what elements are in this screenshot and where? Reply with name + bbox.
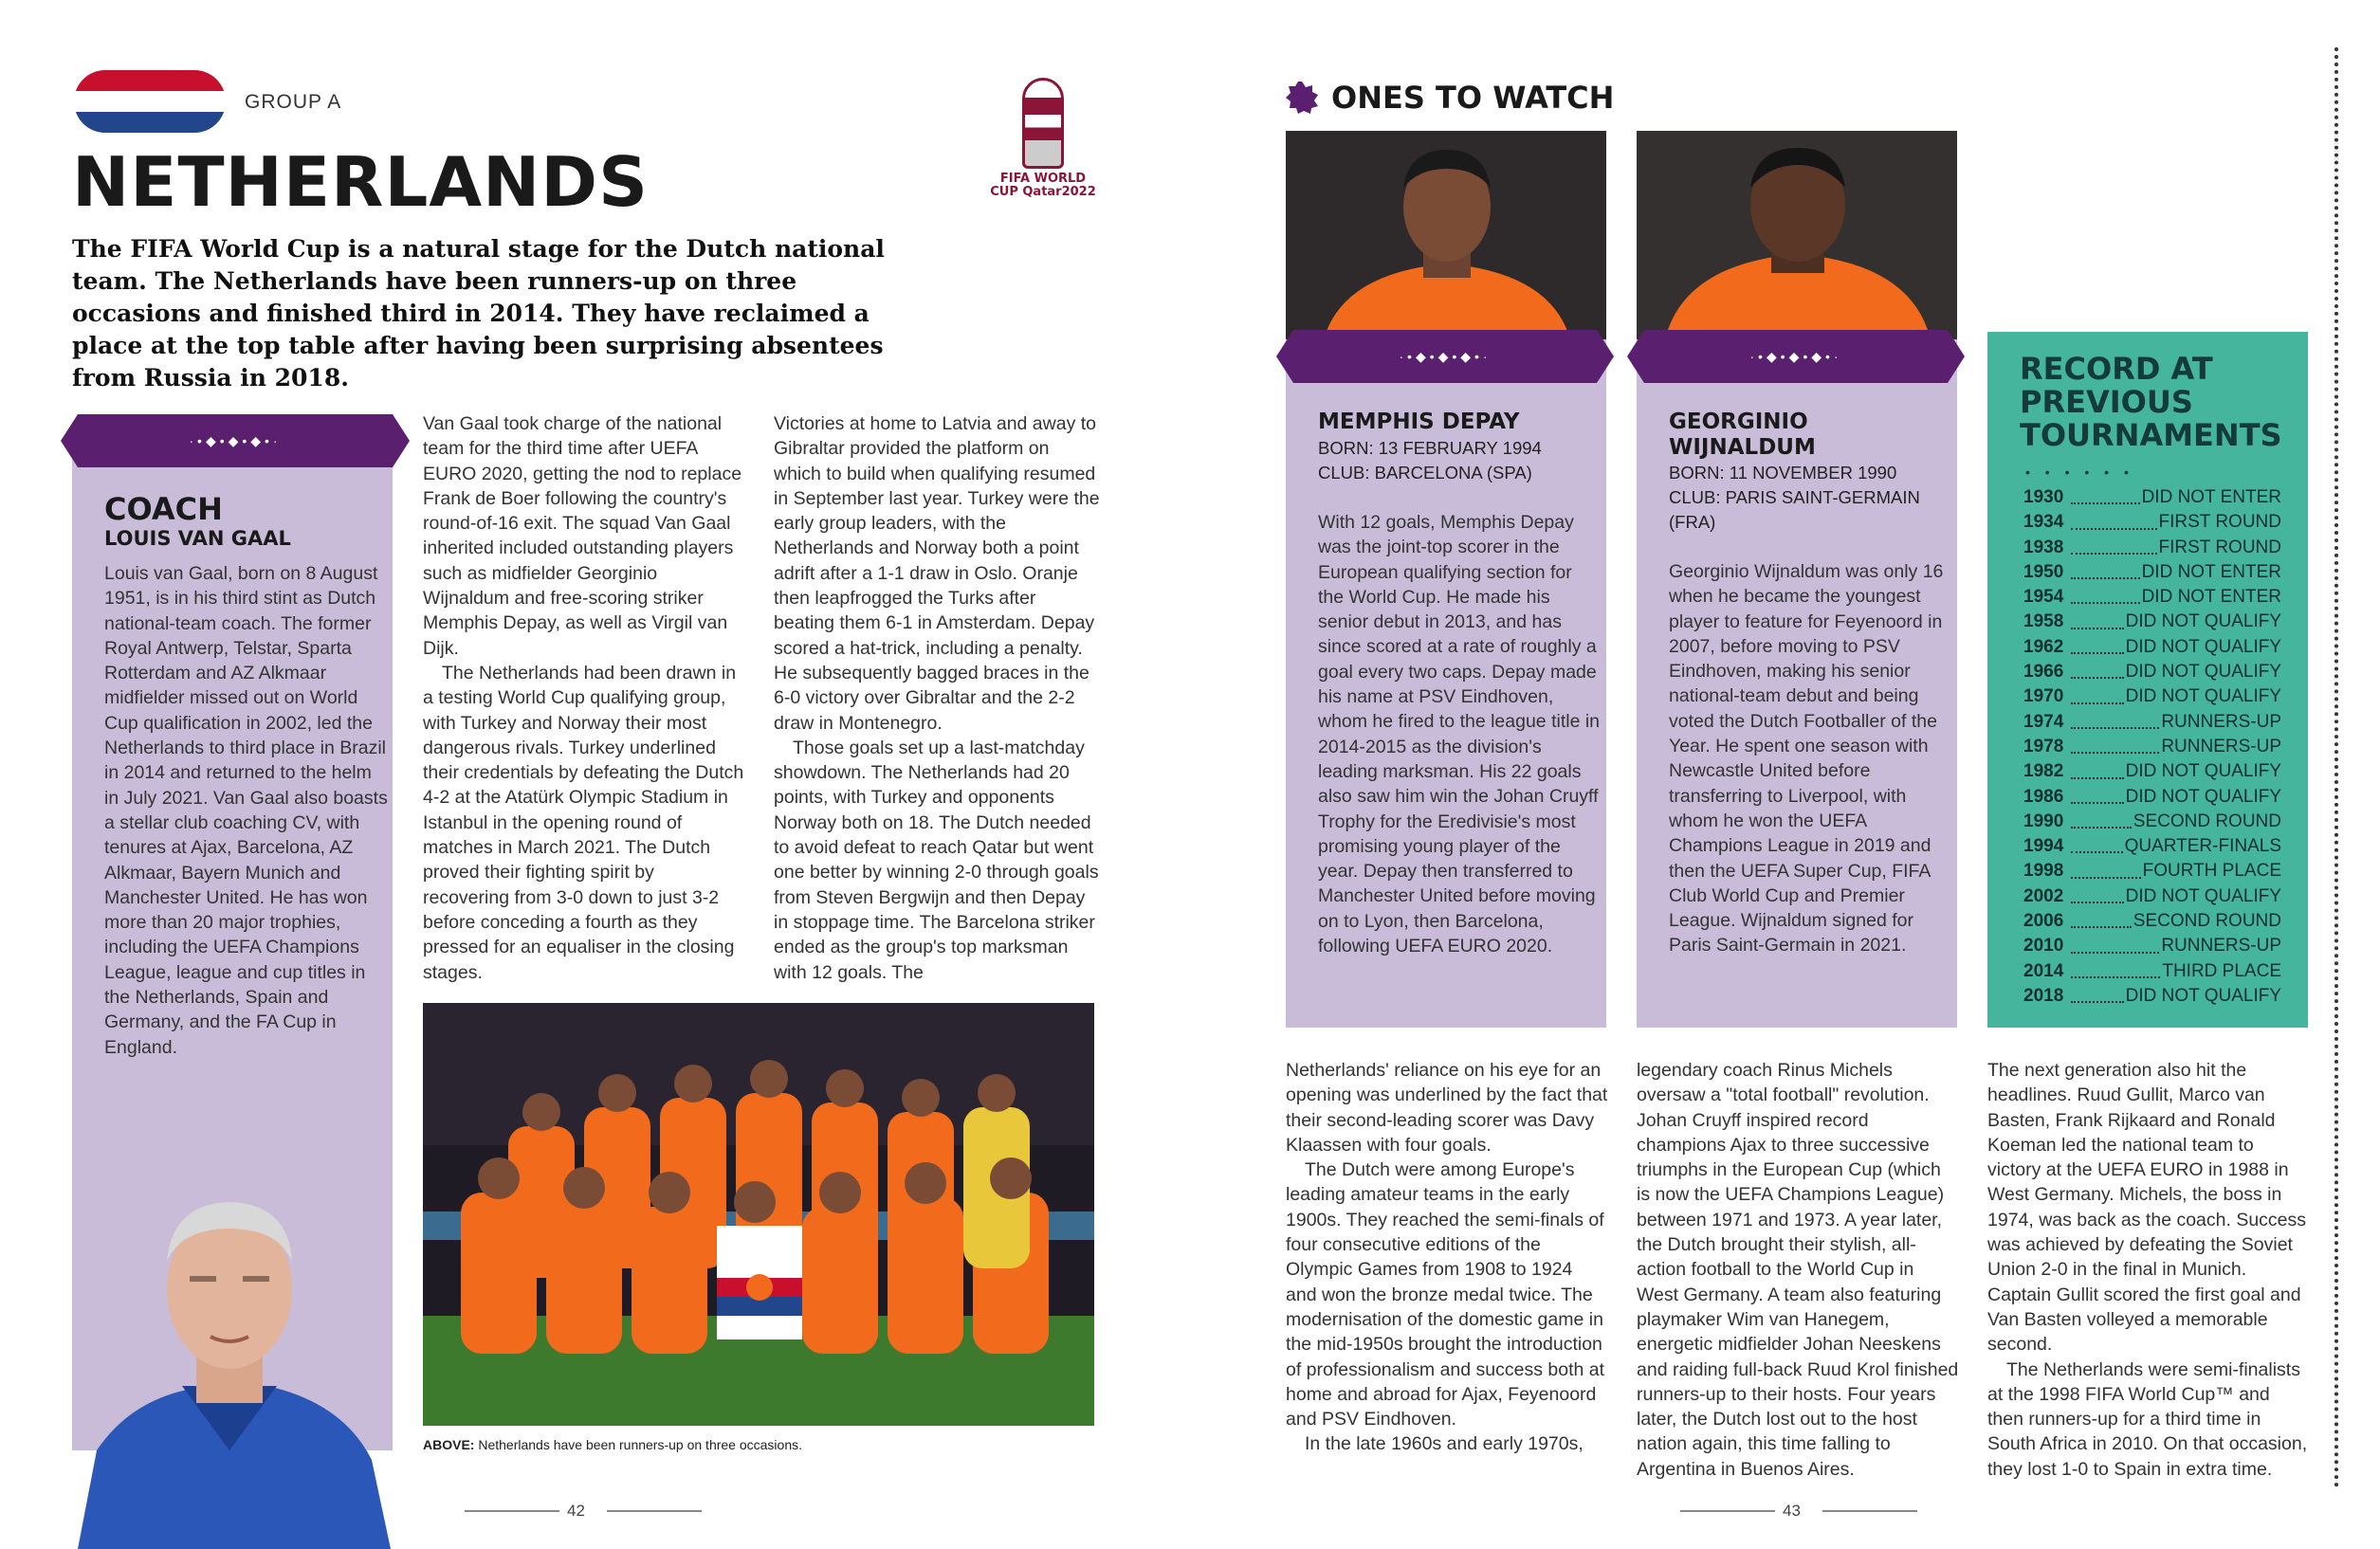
record-year: 2006 <box>2023 911 2064 932</box>
record-year: 2018 <box>2023 985 2064 1006</box>
badge-icon <box>1286 82 1318 114</box>
record-row <box>2023 485 2281 510</box>
record-row <box>2023 610 2281 634</box>
logo-text: FIFA WORLD CUP Qatar2022 <box>990 172 1096 200</box>
coach-name: LOUIS VAN GAAL <box>104 527 291 550</box>
player-name: GEORGINIO WIJNALDUM <box>1669 410 1816 460</box>
record-row <box>2023 984 2281 1009</box>
record-result: FIRST ROUND <box>2158 512 2281 533</box>
record-year: 1978 <box>2023 736 2064 756</box>
record-year: 1986 <box>2023 786 2064 807</box>
player-name: MEMPHIS DEPAY <box>1318 410 1520 434</box>
record-row <box>2023 859 2281 884</box>
right-body-column-3 <box>1987 1058 2310 1482</box>
paragraph: Netherlands' reliance on his eye for an opening was underlined by the fact that their second-leading scorer was Davy Klaassen with four goals. <box>1286 1060 1608 1156</box>
leader-dots <box>2071 834 2123 853</box>
paragraph: The Netherlands were semi-finalists at the 1998 FIFA World Cup™ and then runners-up for a third time in South Africa in 2010. On that occasion, they lost 1-0 to Spain in extra time. <box>1987 1358 2308 1480</box>
record-year: 1950 <box>2023 561 2064 582</box>
photo-caption: ABOVE: Netherlands have been runners-up on three occasions. <box>423 1437 803 1452</box>
record-row <box>2023 684 2281 709</box>
record-row <box>2023 710 2281 735</box>
left-page-number: 42 <box>567 1502 585 1520</box>
record-result: SECOND ROUND <box>2133 911 2281 932</box>
leader-dots <box>2071 684 2124 703</box>
record-year: 1970 <box>2023 686 2064 707</box>
record-result: DID NOT ENTER <box>2141 587 2281 608</box>
folio-rule <box>1822 1510 1917 1512</box>
player-photo <box>1637 131 1957 339</box>
left-body-column-2 <box>774 411 1100 985</box>
record-result: DID NOT ENTER <box>2141 561 2281 582</box>
record-year: 1958 <box>2023 611 2064 632</box>
record-result: DID NOT ENTER <box>2141 487 2281 507</box>
record-row <box>2023 959 2281 984</box>
page-title: NETHERLANDS <box>72 142 649 222</box>
paragraph: The next generation also hit the headlines. Ruud Gullit, Marco van Basten, Frank Rijkaard and Ronald Koeman led the national team to victory at the UEFA EURO in 1988 in West Germany. Michels, the boss in 1974, was back as the coach. Success was achieved by defeating the Soviet Union 2-0 in the final in Munich. Captain Gullit scored the first goal and Van Basten volleyed a memorable second. <box>1987 1060 2307 1356</box>
record-row <box>2023 785 2281 810</box>
record-year: 1934 <box>2023 512 2064 533</box>
record-title: RECORD AT PREVIOUS TOURNAMENTS <box>2020 351 2282 453</box>
coach-ribbon: ·•◆•◆•◆•· <box>78 414 393 467</box>
record-year: 1966 <box>2023 662 2064 683</box>
record-year: 1998 <box>2023 861 2064 882</box>
world-cup-logo <box>986 78 1100 200</box>
record-row <box>2023 834 2281 859</box>
leader-dots <box>2071 810 2132 829</box>
team-photo <box>423 1003 1094 1426</box>
record-row <box>2023 934 2281 958</box>
netherlands-flag-icon <box>74 70 226 133</box>
leader-dots <box>2071 710 2159 729</box>
record-result: DID NOT QUALIFY <box>2125 885 2281 906</box>
leader-dots <box>2071 510 2157 529</box>
paragraph: In the late 1960s and early 1970s, <box>1305 1433 1584 1455</box>
record-year: 2014 <box>2023 960 2064 981</box>
record-row <box>2023 660 2281 684</box>
record-row <box>2023 735 2281 759</box>
leader-dots <box>2071 585 2140 604</box>
player-club: CLUB: PARIS SAINT-GERMAIN (FRA) <box>1669 487 1920 533</box>
record-result: DID NOT QUALIFY <box>2125 611 2281 632</box>
leader-dots <box>2071 785 2124 804</box>
leader-dots <box>2071 635 2124 654</box>
leader-dots <box>2071 909 2132 928</box>
record-year: 1994 <box>2023 836 2064 857</box>
record-row <box>2023 810 2281 834</box>
record-divider: • • • • • • <box>2025 465 2134 480</box>
record-row <box>2023 759 2281 784</box>
player-ribbon: ·•◆•◆•◆•· <box>1293 330 1597 383</box>
leader-dots <box>2071 660 2124 679</box>
leader-dots <box>2071 536 2157 555</box>
record-result: FOURTH PLACE <box>2142 861 2281 882</box>
record-result: QUARTER-FINALS <box>2124 836 2281 857</box>
record-year: 1962 <box>2023 636 2064 657</box>
record-row <box>2023 635 2281 660</box>
leader-dots <box>2071 859 2141 878</box>
leader-dots <box>2071 485 2140 504</box>
record-result: DID NOT QUALIFY <box>2125 636 2281 657</box>
record-result: DID NOT QUALIFY <box>2125 786 2281 807</box>
coach-photo <box>68 1138 391 1549</box>
player-born: BORN: 11 NOVEMBER 1990 <box>1669 463 1897 483</box>
record-result: DID NOT QUALIFY <box>2125 662 2281 683</box>
group-label: GROUP A <box>245 91 342 113</box>
leader-dots <box>2071 984 2124 1003</box>
record-result: DID NOT QUALIFY <box>2125 686 2281 707</box>
record-year: 1982 <box>2023 761 2064 782</box>
leader-dots <box>2071 884 2124 903</box>
record-list <box>2023 485 2281 1009</box>
record-year: 1974 <box>2023 711 2064 732</box>
record-result: DID NOT QUALIFY <box>2125 985 2281 1006</box>
record-year: 2002 <box>2023 885 2064 906</box>
right-page-number: 43 <box>1783 1502 1801 1520</box>
leader-dots <box>2071 560 2140 579</box>
folio-rule <box>1680 1510 1775 1512</box>
section-title: ONES TO WATCH <box>1331 80 1615 116</box>
leader-dots <box>2071 759 2124 778</box>
record-result: SECOND ROUND <box>2133 811 2281 831</box>
page-edge-dots <box>2334 47 2338 1488</box>
leader-dots <box>2071 610 2124 629</box>
paragraph: Van Gaal took charge of the national team for the third time after UEFA EURO 2020, getting the nod to replace Frank de Boer following the country's round-of-16 exit. The squad Van Gaal inherited included outstanding players such as midfielder Georginio Wijnaldum and free-scoring striker Memphis Depay, as well as Virgil van Dijk. <box>423 413 742 659</box>
record-year: 1938 <box>2023 537 2064 557</box>
player-bio: With 12 goals, Memphis Depay was the joint-top scorer in the European qualifying section for the World Cup. He made his senior debut in 2013, and has since scored at a rate of roughly a goal every two caps. Depay made his name at PSV Eindhoven, whom he fired to the league title in 2014-2015 as the division's leading marksman. His 22 goals also saw him win the Johan Cruyff Trophy for the Eredivisie's most promising young player of the year. Depay then transferred to Manchester United before moving on to Lyon, then Barcelona, following UEFA EURO 2020. <box>1318 512 1601 957</box>
folio-rule <box>465 1510 559 1512</box>
leader-dots <box>2071 959 2160 978</box>
trophy-icon <box>1022 78 1064 169</box>
paragraph: Those goals set up a last-matchday showdown. The Netherlands had 20 points, with Turkey and opponents Norway both on 18. The Dutch needed to avoid defeat to reach Qatar but went one better by winning 2-0 through goals from Steven Bergwijn and then Depay in stoppage time. The Barcelona striker ended as the group's top marksman with 12 goals. The <box>774 737 1099 983</box>
player-bio: Georginio Wijnaldum was only 16 when he became the youngest player to feature for Feyenoord in 2007, before moving to PSV Eindhoven, making his senior national-team debut and being voted the Dutch Footballer of the Year. He spent one season with Newcastle United before transferring to Liverpool, with whom he won the UEFA Champions League in 2019 and then the UEFA Super Cup, FIFA Club World Cup and Premier League. Wijnaldum signed for Paris Saint-Germain in 2021. <box>1669 561 1944 957</box>
paragraph: The Dutch were among Europe's leading amateur teams in the early 1900s. They reached the semi-finals of four consecutive editions of the Olympic Games from 1908 to 1924 and won the bronze medal twice. The modernisation of the domestic game in the mid-1950s brought the introduction of professionalism and success both at home and abroad for Ajax, Feyenoord and PSV Eindhoven. <box>1286 1159 1605 1431</box>
record-row <box>2023 585 2281 610</box>
coach-heading: COACH <box>104 491 223 527</box>
record-year: 1990 <box>2023 811 2064 831</box>
record-year: 1954 <box>2023 587 2064 608</box>
paragraph: legendary coach Rinus Michels oversaw a "total football" revolution. Johan Cruyff inspired record champions Ajax to three successive triumphs in the European Cup (which is now the UEFA Champions League) between 1971 and 1973. A year later, the Dutch brought their stylish, all-action football to the World Cup in West Germany. A team also featuring playmaker Wim van Hanegem, energetic midfielder Johan Neeskens and raiding full-back Ruud Krol finished runners-up to their hosts. Four years later, the Dutch lost out to the host nation again, this time falling to Argentina in Buenos Aires. <box>1637 1060 1959 1480</box>
record-result: FIRST ROUND <box>2158 537 2281 557</box>
record-row <box>2023 909 2281 934</box>
folio-rule <box>607 1510 702 1512</box>
leader-dots <box>2071 934 2159 953</box>
record-result: RUNNERS-UP <box>2161 711 2281 732</box>
record-result: RUNNERS-UP <box>2161 736 2281 756</box>
paragraph: Victories at home to Latvia and away to Gibraltar provided the platform on which to build when qualifying resumed in September last year. Turkey were the early group leaders, with the Netherlands and Norway both a point adrift after a 1-1 draw in Oslo. Oranje then leapfrogged the Turks after beating them 6-1 in Amsterdam. Depay scored a hat-trick, including a penalty. He subsequently bagged braces in the 6-0 victory over Gibraltar and the 2-2 draw in Montenegro. <box>774 413 1100 734</box>
record-row <box>2023 510 2281 535</box>
player-photo <box>1286 131 1606 339</box>
record-year: 2010 <box>2023 936 2064 957</box>
player-club: CLUB: BARCELONA (SPA) <box>1318 463 1532 483</box>
record-row <box>2023 536 2281 560</box>
left-body-column-1 <box>423 411 745 985</box>
right-body-column-1 <box>1286 1058 1608 1457</box>
coach-bio: Louis van Gaal, born on 8 August 1951, is in his third stint as Dutch national-team coach. The former Royal Antwerp, Telstar, Sparta Rotterdam and AZ Alkmaar midfielder missed out on World Cup qualification in 2002, led the Netherlands to third place in Brazil in 2014 and returned to the helm in July 2021. Van Gaal also boasts a stellar club coaching CV, with tenures at Ajax, Barcelona, AZ Alkmaar, Bayern Munich and Manchester United. He has won more than 20 major trophies, including the UEFA Champions League, league and cup titles in the Netherlands, Spain and Germany, and the FA Cup in England. <box>104 563 388 1058</box>
record-row <box>2023 560 2281 585</box>
record-row <box>2023 884 2281 909</box>
record-result: THIRD PLACE <box>2162 960 2281 981</box>
player-born: BORN: 13 FEBRUARY 1994 <box>1318 438 1542 458</box>
player-ribbon: ·•◆•◆•◆•· <box>1644 330 1948 383</box>
paragraph: The Netherlands had been drawn in a testing World Cup qualifying group, with Turkey and Norway their most dangerous rivals. Turkey underlined their credentials by defeating the Dutch 4-2 at the Atatürk Olympic Stadium in Istanbul in the opening round of matches in March 2021. The Dutch proved their fighting spirit by recovering from 3-0 down to just 3-2 before conceding a fourth as they pressed for an equaliser in the closing stages. <box>423 662 744 983</box>
intro-paragraph: The FIFA World Cup is a natural stage for the Dutch national team. The Netherlands have been runners-up on three occasions and finished third in 2014. They have reclaimed a place at the top table after having been surprising absentees from Russia in 2018. <box>72 235 885 392</box>
right-body-column-2 <box>1637 1058 1959 1482</box>
record-result: DID NOT QUALIFY <box>2125 761 2281 782</box>
record-result: RUNNERS-UP <box>2161 936 2281 957</box>
record-year: 1930 <box>2023 487 2064 507</box>
leader-dots <box>2071 735 2159 754</box>
